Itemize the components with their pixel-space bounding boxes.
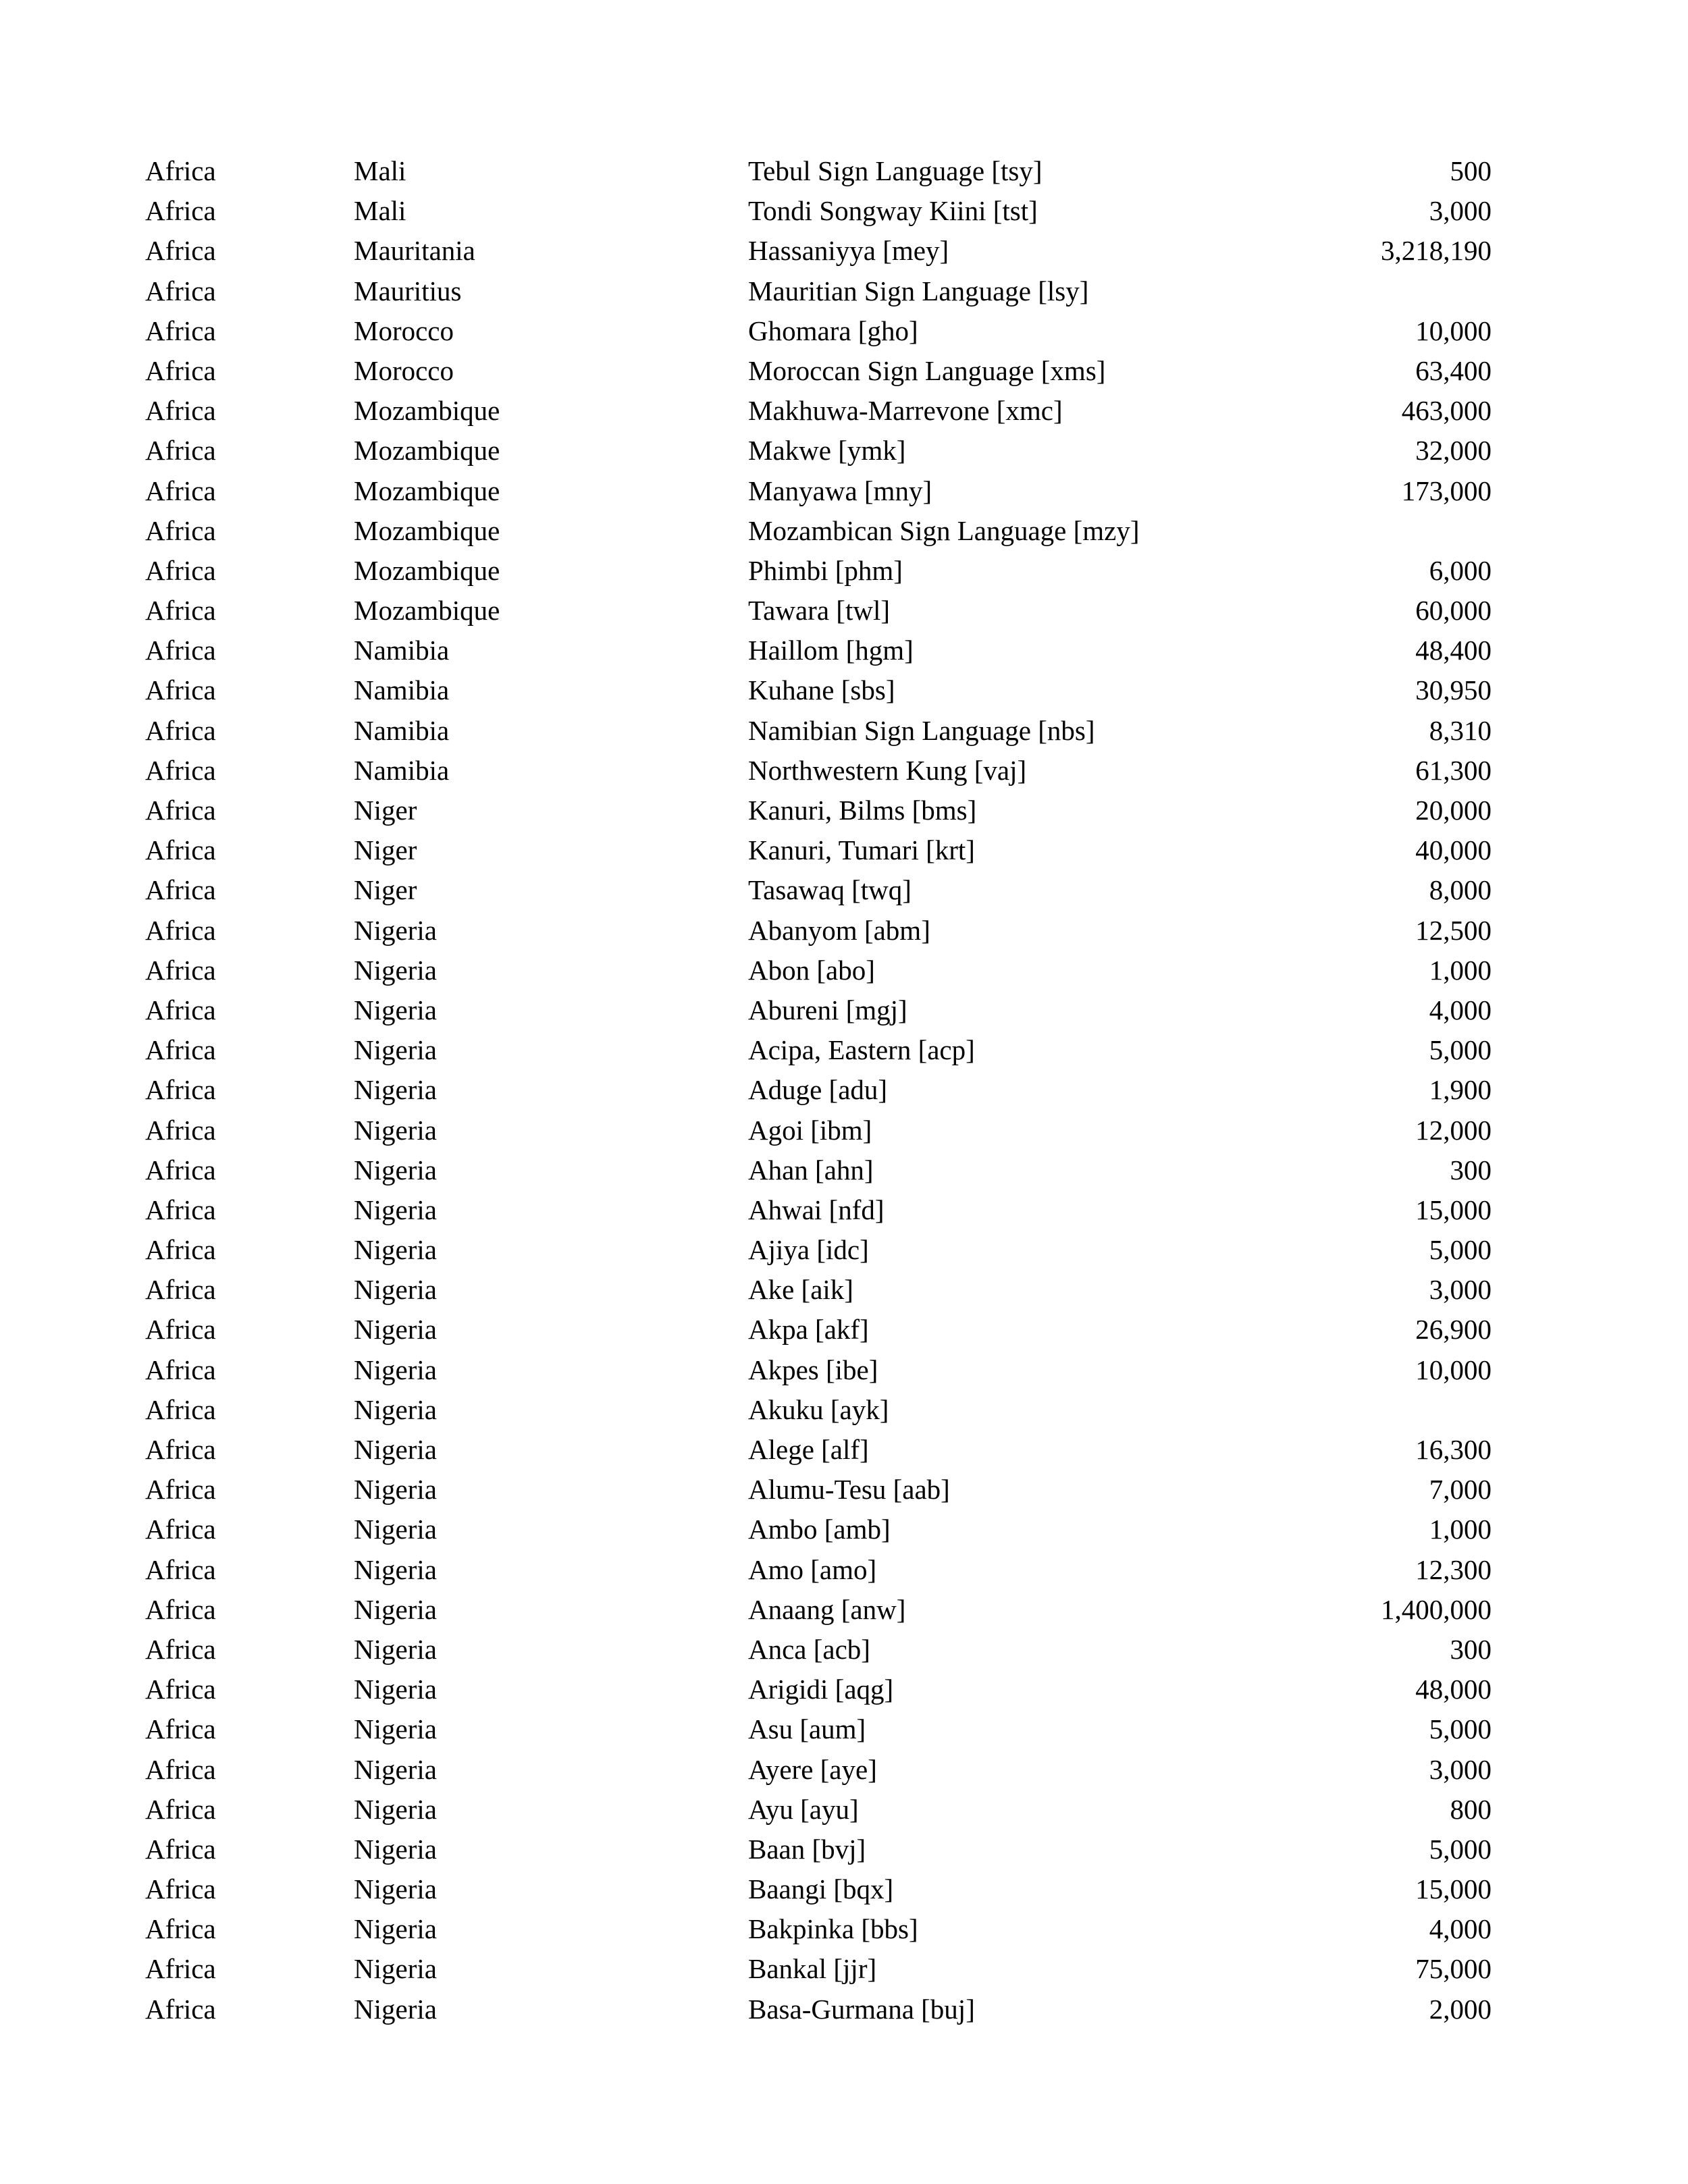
region-cell: Africa xyxy=(145,1474,216,1506)
table-row xyxy=(0,670,1688,710)
table-row xyxy=(0,1869,1688,1909)
region-cell: Africa xyxy=(145,1274,216,1306)
region-cell: Africa xyxy=(145,994,216,1026)
language-cell: Baan [bvj] xyxy=(748,1833,866,1865)
table-row xyxy=(0,1550,1688,1590)
population-cell: 3,000 xyxy=(1429,1274,1492,1306)
country-cell: Nigeria xyxy=(354,1793,437,1825)
population-cell: 300 xyxy=(1450,1633,1492,1665)
population-cell: 3,000 xyxy=(1429,195,1492,227)
table-row xyxy=(0,751,1688,791)
table-row xyxy=(0,1750,1688,1790)
country-cell: Morocco xyxy=(354,354,454,386)
population-cell: 15,000 xyxy=(1415,1873,1492,1905)
table-row xyxy=(0,791,1688,830)
table-row xyxy=(0,1190,1688,1230)
language-cell: Asu [aum] xyxy=(748,1713,866,1745)
country-cell: Nigeria xyxy=(354,1913,437,1945)
country-cell: Namibia xyxy=(354,714,450,746)
country-cell: Nigeria xyxy=(354,1114,437,1146)
population-cell: 60,000 xyxy=(1415,595,1492,627)
language-cell: Northwestern Kung [vaj] xyxy=(748,754,1027,786)
region-cell: Africa xyxy=(145,635,216,666)
region-cell: Africa xyxy=(145,1753,216,1785)
language-cell: Ayere [aye] xyxy=(748,1753,877,1785)
table-row xyxy=(0,1070,1688,1110)
table-row xyxy=(0,1630,1688,1670)
country-cell: Nigeria xyxy=(354,1474,437,1506)
language-cell: Tawara [twl] xyxy=(748,595,890,627)
country-cell: Nigeria xyxy=(354,1833,437,1865)
country-cell: Nigeria xyxy=(354,1034,437,1066)
language-cell: Tebul Sign Language [tsy] xyxy=(748,155,1043,186)
population-cell: 5,000 xyxy=(1429,1234,1492,1266)
table-row xyxy=(0,1790,1688,1830)
region-cell: Africa xyxy=(145,1194,216,1225)
country-cell: Nigeria xyxy=(354,1993,437,2025)
table-row xyxy=(0,1830,1688,1869)
region-cell: Africa xyxy=(145,1833,216,1865)
population-cell: 5,000 xyxy=(1429,1833,1492,1865)
table-row xyxy=(0,511,1688,551)
country-cell: Nigeria xyxy=(354,1154,437,1186)
language-cell: Ayu [ayu] xyxy=(748,1793,859,1825)
region-cell: Africa xyxy=(145,195,216,227)
language-cell: Abureni [mgj] xyxy=(748,994,907,1026)
table-row xyxy=(0,711,1688,751)
language-cell: Mauritian Sign Language [lsy] xyxy=(748,275,1089,307)
language-cell: Ajiya [idc] xyxy=(748,1234,869,1266)
country-cell: Mali xyxy=(354,195,406,227)
population-cell: 500 xyxy=(1450,155,1492,186)
region-cell: Africa xyxy=(145,674,216,706)
population-cell: 75,000 xyxy=(1415,1953,1492,1985)
country-cell: Nigeria xyxy=(354,1553,437,1585)
table-row xyxy=(0,1470,1688,1510)
country-cell: Nigeria xyxy=(354,914,437,946)
country-cell: Nigeria xyxy=(354,1354,437,1385)
population-cell: 7,000 xyxy=(1429,1474,1492,1506)
population-cell: 16,300 xyxy=(1415,1434,1492,1465)
country-cell: Namibia xyxy=(354,674,450,706)
table-row xyxy=(0,391,1688,431)
population-cell: 26,900 xyxy=(1415,1314,1492,1346)
language-cell: Makwe [ymk] xyxy=(748,435,906,467)
region-cell: Africa xyxy=(145,1633,216,1665)
language-cell: Kanuri, Tumari [krt] xyxy=(748,834,975,866)
language-cell: Hassaniyya [mey] xyxy=(748,235,949,267)
country-cell: Niger xyxy=(354,795,417,826)
region-cell: Africa xyxy=(145,435,216,467)
country-cell: Nigeria xyxy=(354,1514,437,1545)
region-cell: Africa xyxy=(145,1913,216,1945)
region-cell: Africa xyxy=(145,754,216,786)
table-row xyxy=(0,1990,1688,2029)
country-cell: Namibia xyxy=(354,635,450,666)
population-cell: 173,000 xyxy=(1401,475,1492,506)
region-cell: Africa xyxy=(145,1034,216,1066)
region-cell: Africa xyxy=(145,354,216,386)
country-cell: Nigeria xyxy=(354,1234,437,1266)
table-row xyxy=(0,1709,1688,1749)
table-row xyxy=(0,151,1688,191)
language-cell: Alumu-Tesu [aab] xyxy=(748,1474,950,1506)
population-cell: 1,000 xyxy=(1429,1514,1492,1545)
region-cell: Africa xyxy=(145,1593,216,1625)
table-row xyxy=(0,1590,1688,1630)
region-cell: Africa xyxy=(145,235,216,267)
language-cell: Arigidi [aqg] xyxy=(748,1674,894,1705)
region-cell: Africa xyxy=(145,1553,216,1585)
population-cell: 48,000 xyxy=(1415,1674,1492,1705)
country-cell: Nigeria xyxy=(354,1873,437,1905)
population-cell: 12,000 xyxy=(1415,1114,1492,1146)
language-table xyxy=(0,151,1688,2029)
language-cell: Phimbi [phm] xyxy=(748,554,903,586)
table-row xyxy=(0,1111,1688,1150)
table-row xyxy=(0,1909,1688,1949)
language-cell: Mozambican Sign Language [mzy] xyxy=(748,514,1140,546)
table-row xyxy=(0,1510,1688,1549)
region-cell: Africa xyxy=(145,874,216,906)
language-cell: Anaang [anw] xyxy=(748,1593,906,1625)
language-cell: Acipa, Eastern [acp] xyxy=(748,1034,975,1066)
language-cell: Ake [aik] xyxy=(748,1274,853,1306)
language-cell: Akuku [ayk] xyxy=(748,1393,889,1425)
table-row xyxy=(0,271,1688,311)
country-cell: Nigeria xyxy=(354,1274,437,1306)
language-cell: Kuhane [sbs] xyxy=(748,674,895,706)
table-row xyxy=(0,1430,1688,1470)
region-cell: Africa xyxy=(145,1114,216,1146)
table-row xyxy=(0,591,1688,631)
region-cell: Africa xyxy=(145,275,216,307)
country-cell: Mauritania xyxy=(354,235,475,267)
population-cell: 1,000 xyxy=(1429,954,1492,986)
population-cell: 32,000 xyxy=(1415,435,1492,467)
table-row xyxy=(0,1030,1688,1070)
language-cell: Haillom [hgm] xyxy=(748,635,914,666)
language-cell: Manyawa [mny] xyxy=(748,475,932,506)
population-cell: 30,950 xyxy=(1415,674,1492,706)
country-cell: Nigeria xyxy=(354,1633,437,1665)
table-row xyxy=(0,551,1688,591)
region-cell: Africa xyxy=(145,1514,216,1545)
language-cell: Baangi [bqx] xyxy=(748,1873,894,1905)
region-cell: Africa xyxy=(145,595,216,627)
language-cell: Moroccan Sign Language [xms] xyxy=(748,354,1106,386)
country-cell: Nigeria xyxy=(354,954,437,986)
language-cell: Aduge [adu] xyxy=(748,1074,888,1106)
country-cell: Nigeria xyxy=(354,1074,437,1106)
region-cell: Africa xyxy=(145,315,216,346)
table-row xyxy=(0,311,1688,351)
table-row xyxy=(0,1670,1688,1709)
region-cell: Africa xyxy=(145,1873,216,1905)
table-row xyxy=(0,911,1688,951)
population-cell: 3,000 xyxy=(1429,1753,1492,1785)
language-cell: Akpes [ibe] xyxy=(748,1354,878,1385)
population-cell: 10,000 xyxy=(1415,1354,1492,1385)
language-cell: Ambo [amb] xyxy=(748,1514,891,1545)
region-cell: Africa xyxy=(145,834,216,866)
language-cell: Amo [amo] xyxy=(748,1553,877,1585)
country-cell: Nigeria xyxy=(354,1314,437,1346)
country-cell: Nigeria xyxy=(354,1674,437,1705)
population-cell: 63,400 xyxy=(1415,354,1492,386)
table-row xyxy=(0,431,1688,471)
region-cell: Africa xyxy=(145,714,216,746)
country-cell: Nigeria xyxy=(354,1194,437,1225)
population-cell: 10,000 xyxy=(1415,315,1492,346)
table-row xyxy=(0,1230,1688,1270)
language-cell: Ahwai [nfd] xyxy=(748,1194,885,1225)
country-cell: Namibia xyxy=(354,754,450,786)
country-cell: Mozambique xyxy=(354,435,500,467)
population-cell: 1,900 xyxy=(1429,1074,1492,1106)
country-cell: Nigeria xyxy=(354,1953,437,1985)
language-cell: Alege [alf] xyxy=(748,1434,869,1465)
country-cell: Mozambique xyxy=(354,554,500,586)
language-cell: Makhuwa-Marrevone [xmc] xyxy=(748,395,1063,427)
language-cell: Namibian Sign Language [nbs] xyxy=(748,714,1095,746)
population-cell: 4,000 xyxy=(1429,1913,1492,1945)
country-cell: Nigeria xyxy=(354,1753,437,1785)
region-cell: Africa xyxy=(145,1434,216,1465)
region-cell: Africa xyxy=(145,1354,216,1385)
population-cell: 463,000 xyxy=(1401,395,1492,427)
population-cell: 8,000 xyxy=(1429,874,1492,906)
region-cell: Africa xyxy=(145,1074,216,1106)
region-cell: Africa xyxy=(145,514,216,546)
region-cell: Africa xyxy=(145,1234,216,1266)
population-cell: 4,000 xyxy=(1429,994,1492,1026)
country-cell: Nigeria xyxy=(354,1593,437,1625)
country-cell: Mozambique xyxy=(354,595,500,627)
population-cell: 800 xyxy=(1450,1793,1492,1825)
population-cell: 15,000 xyxy=(1415,1194,1492,1225)
region-cell: Africa xyxy=(145,155,216,186)
region-cell: Africa xyxy=(145,1953,216,1985)
region-cell: Africa xyxy=(145,1993,216,2025)
population-cell: 2,000 xyxy=(1429,1993,1492,2025)
language-cell: Bankal [jjr] xyxy=(748,1953,877,1985)
country-cell: Mozambique xyxy=(354,395,500,427)
table-row xyxy=(0,1150,1688,1190)
language-cell: Basa-Gurmana [buj] xyxy=(748,1993,975,2025)
population-cell: 1,400,000 xyxy=(1381,1593,1492,1625)
language-cell: Tasawaq [twq] xyxy=(748,874,912,906)
region-cell: Africa xyxy=(145,795,216,826)
language-cell: Agoi [ibm] xyxy=(748,1114,872,1146)
region-cell: Africa xyxy=(145,1713,216,1745)
population-cell: 20,000 xyxy=(1415,795,1492,826)
table-row xyxy=(0,231,1688,271)
language-cell: Bakpinka [bbs] xyxy=(748,1913,918,1945)
population-cell: 12,500 xyxy=(1415,914,1492,946)
region-cell: Africa xyxy=(145,1154,216,1186)
country-cell: Mozambique xyxy=(354,475,500,506)
region-cell: Africa xyxy=(145,954,216,986)
language-cell: Ahan [ahn] xyxy=(748,1154,874,1186)
region-cell: Africa xyxy=(145,1393,216,1425)
population-cell: 61,300 xyxy=(1415,754,1492,786)
population-cell: 48,400 xyxy=(1415,635,1492,666)
language-cell: Abon [abo] xyxy=(748,954,875,986)
population-cell: 5,000 xyxy=(1429,1713,1492,1745)
table-row xyxy=(0,1310,1688,1350)
table-row xyxy=(0,870,1688,910)
population-cell: 8,310 xyxy=(1429,714,1492,746)
country-cell: Nigeria xyxy=(354,1713,437,1745)
region-cell: Africa xyxy=(145,554,216,586)
population-cell: 12,300 xyxy=(1415,1553,1492,1585)
population-cell: 40,000 xyxy=(1415,834,1492,866)
population-cell: 6,000 xyxy=(1429,554,1492,586)
table-row xyxy=(0,191,1688,231)
country-cell: Nigeria xyxy=(354,1434,437,1465)
language-cell: Ghomara [gho] xyxy=(748,315,918,346)
country-cell: Mauritius xyxy=(354,275,462,307)
population-cell: 5,000 xyxy=(1429,1034,1492,1066)
region-cell: Africa xyxy=(145,1674,216,1705)
country-cell: Morocco xyxy=(354,315,454,346)
country-cell: Nigeria xyxy=(354,1393,437,1425)
country-cell: Mozambique xyxy=(354,514,500,546)
language-cell: Akpa [akf] xyxy=(748,1314,869,1346)
table-row xyxy=(0,1949,1688,1989)
table-row xyxy=(0,990,1688,1030)
region-cell: Africa xyxy=(145,475,216,506)
table-row xyxy=(0,351,1688,391)
language-cell: Tondi Songway Kiini [tst] xyxy=(748,195,1038,227)
population-cell: 3,218,190 xyxy=(1381,235,1492,267)
table-row xyxy=(0,631,1688,670)
language-cell: Abanyom [abm] xyxy=(748,914,930,946)
table-row xyxy=(0,1390,1688,1430)
country-cell: Niger xyxy=(354,874,417,906)
region-cell: Africa xyxy=(145,1793,216,1825)
region-cell: Africa xyxy=(145,1314,216,1346)
table-row xyxy=(0,830,1688,870)
region-cell: Africa xyxy=(145,914,216,946)
table-row xyxy=(0,1270,1688,1310)
table-row xyxy=(0,951,1688,990)
language-cell: Anca [acb] xyxy=(748,1633,870,1665)
country-cell: Mali xyxy=(354,155,406,186)
table-row xyxy=(0,471,1688,511)
country-cell: Niger xyxy=(354,834,417,866)
table-row xyxy=(0,1350,1688,1390)
language-cell: Kanuri, Bilms [bms] xyxy=(748,795,977,826)
country-cell: Nigeria xyxy=(354,994,437,1026)
region-cell: Africa xyxy=(145,395,216,427)
population-cell: 300 xyxy=(1450,1154,1492,1186)
